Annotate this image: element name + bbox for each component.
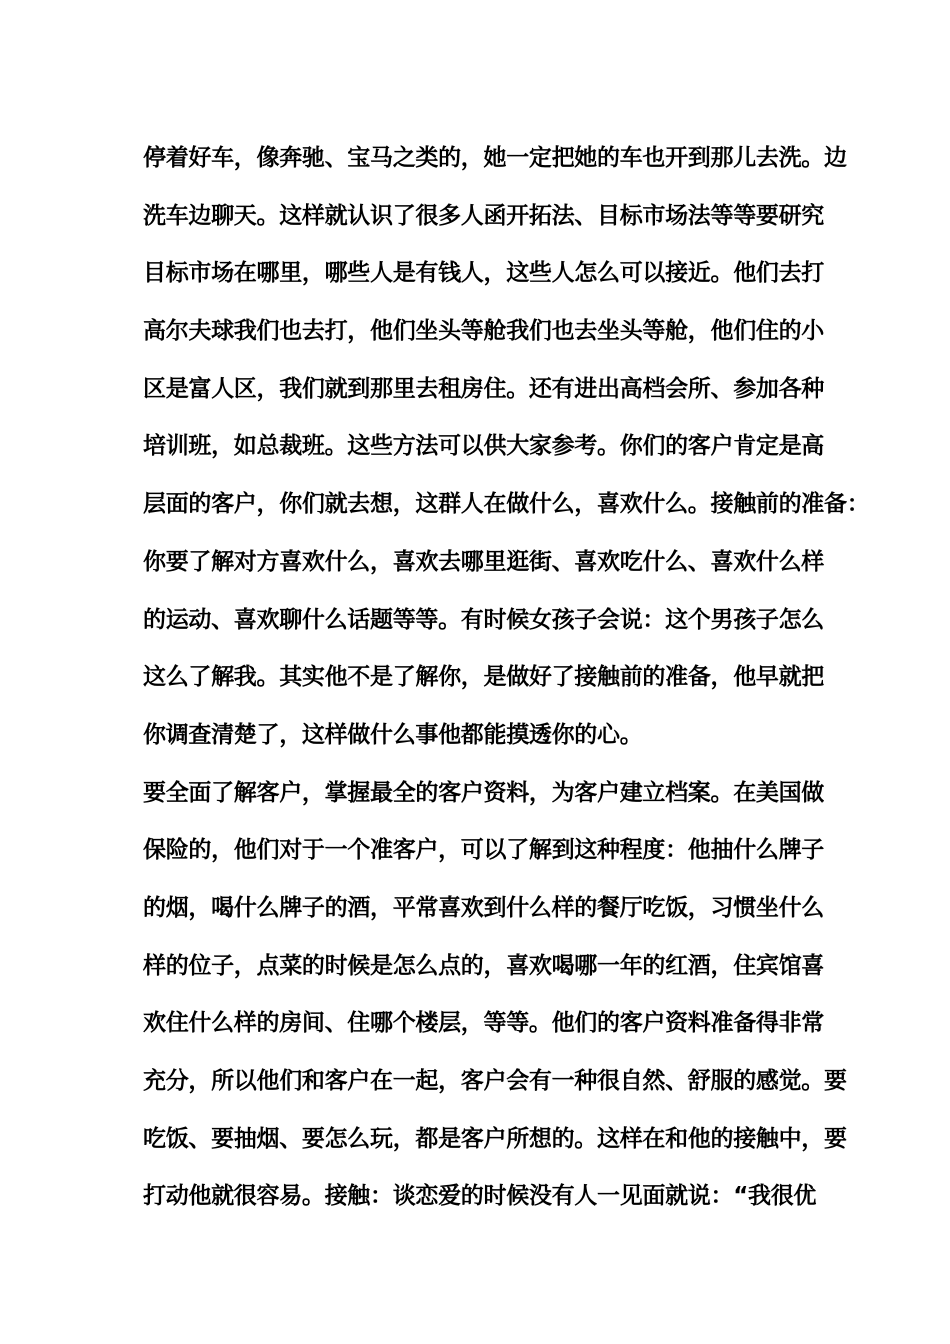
text-line: 要全面了解客户，掌握最全的客户资料，为客户建立档案。在美国做	[143, 779, 825, 806]
text-line: 目标市场在哪里，哪些人是有钱人，这些人怎么可以接近。他们去打	[143, 260, 825, 287]
text-line: 区是富人区，我们就到那里去租房住。还有进出高档会所、参加各种	[143, 375, 825, 402]
text-line: 层面的客户，你们就去想，这群人在做什么，喜欢什么。接触前的准备：	[143, 491, 870, 518]
text-line: 充分，所以他们和客户在一起，客户会有一种很自然、舒服的感觉。要	[143, 1068, 847, 1094]
text-line: 欢住什么样的房间、住哪个楼层，等等。他们的客户资料准备得非常	[143, 1010, 825, 1037]
text-line: 你要了解对方喜欢什么，喜欢去哪里逛街、喜欢吃什么、喜欢什么样	[143, 548, 825, 575]
text-line: 的烟，喝什么牌子的酒，平常喜欢到什么样的餐厅吃饭，习惯坐什么	[143, 894, 825, 921]
text-line: 打动他就很容易。接触：谈恋爱的时候没有人一见面就说：“我很优	[143, 1183, 817, 1210]
text-line: 的运动、喜欢聊什么话题等等。有时候女孩子会说：这个男孩子怎么	[143, 606, 825, 633]
text-line: 吃饭、要抽烟、要怎么玩，都是客户所想的。这样在和他的接触中，要	[143, 1125, 847, 1152]
text-line: 高尔夫球我们也去打，他们坐头等舱我们也去坐头等舱，他们住的小	[143, 318, 825, 345]
text-line: 样的位子，点菜的时候是怎么点的，喜欢喝哪一年的红酒，住宾馆喜	[143, 952, 825, 979]
text-line: 保险的，他们对于一个准客户，可以了解到这种程度：他抽什么牌子	[143, 837, 825, 864]
text-line: 洗车边聊天。这样就认识了很多人函开拓法、目标市场法等等要研究	[143, 202, 825, 229]
text-line: 停着好车，像奔驰、宝马之类的，她一定把她的车也开到那儿去洗。边	[143, 145, 847, 171]
text-line: 你调查清楚了，这样做什么事他都能摸透你的心。	[143, 721, 643, 748]
text-line: 这么了解我。其实他不是了解你，是做好了接触前的准备，他早就把	[143, 664, 825, 691]
text-line: 培训班，如总裁班。这些方法可以供大家参考。你们的客户肯定是高	[143, 433, 825, 460]
body-text	[143, 136, 870, 1232]
